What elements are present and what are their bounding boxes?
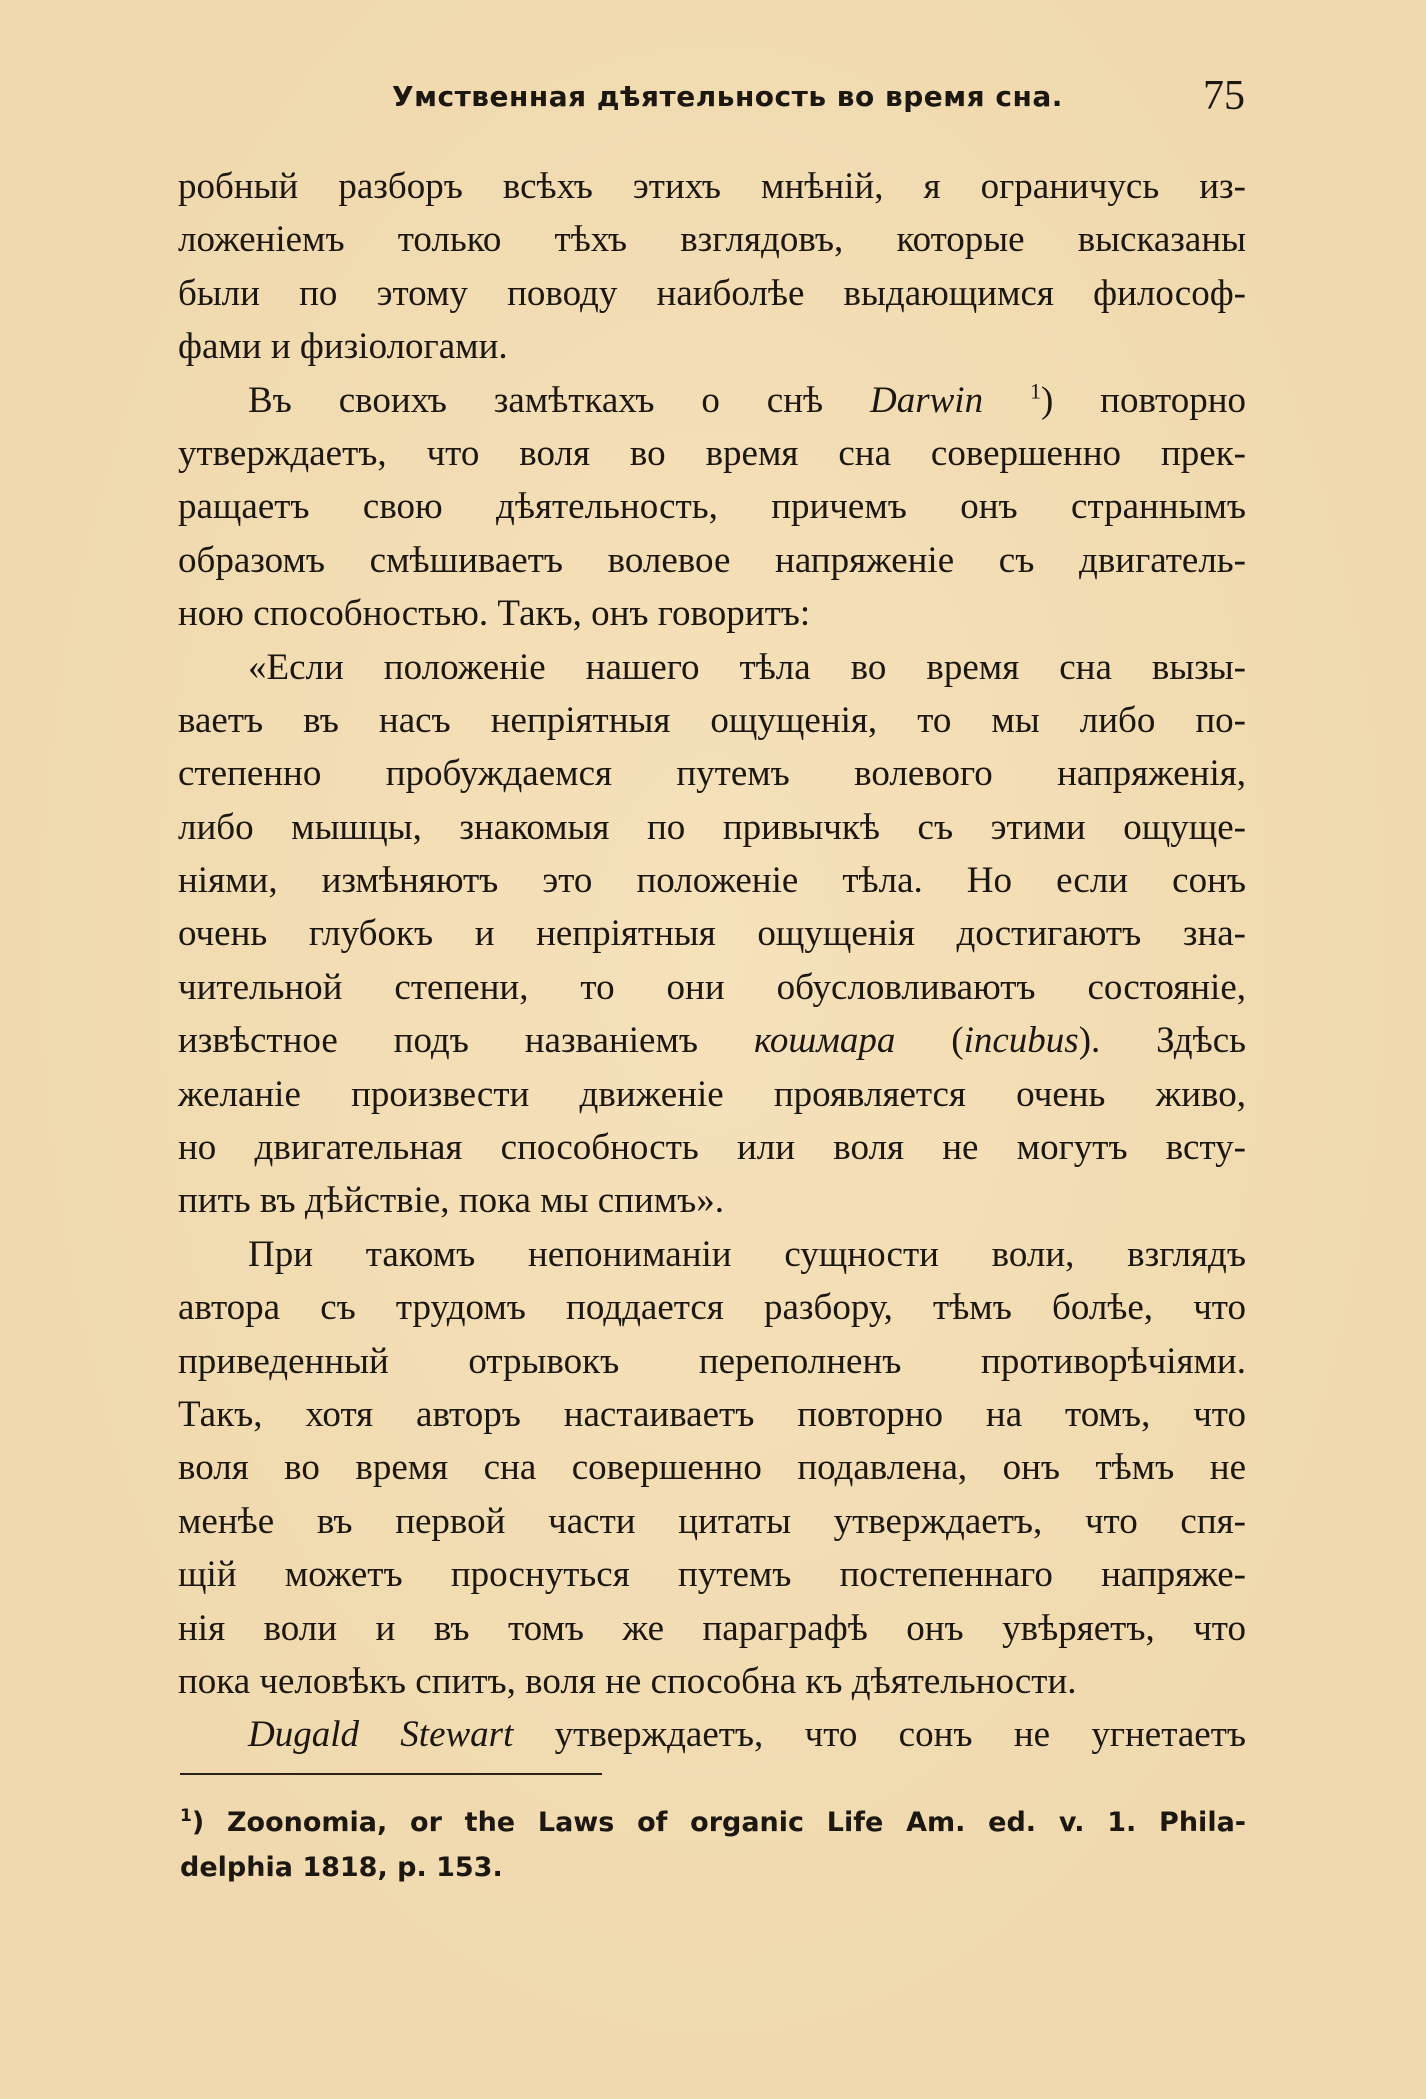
text-line: были по этому поводу наиболѣе выдающимся философ- — [178, 272, 1246, 314]
author-name-darwin: Darwin — [870, 379, 984, 421]
text-line: При такомъ непониманіи сущности воли, взглядъ — [248, 1233, 1246, 1275]
text-line: нія воли и въ томъ же параграфѣ онъ увѣряетъ, что — [178, 1607, 1246, 1649]
footnote-ref: 1 — [1029, 378, 1041, 404]
text-line: щій можетъ проснуться путемъ постепеннаго напряже- — [178, 1554, 1246, 1596]
text-line: образомъ смѣшиваетъ волевое напряженіе съ двигатель- — [178, 539, 1246, 581]
footnote-divider — [180, 1773, 602, 1775]
text-line: извѣстное подъ названіемъ кошмара (incubus). Здѣсь — [178, 1020, 1247, 1062]
text-line: очень глубокъ и непріятныя ощущенія достигаютъ зна- — [178, 913, 1246, 955]
text-span: извѣстное подъ названіемъ — [178, 1020, 699, 1062]
footnote-text: ) Zoonomia, or the Laws of organic Life Am. ed. v. 1. Phila- — [191, 1807, 1246, 1838]
footnote — [180, 1800, 1246, 1890]
body-text — [178, 160, 1246, 1762]
text-line: ращаетъ свою дѣятельность, причемъ онъ страннымъ — [178, 486, 1246, 528]
text-line: пока человѣкъ спитъ, воля не способна къ дѣятельности. — [178, 1660, 1077, 1702]
text-line: чительной степени, то они обусловливаютъ состояніе, — [178, 966, 1246, 1008]
text-line: ною способностью. Такъ, онъ говоритъ: — [178, 593, 811, 635]
text-line: утверждаетъ, что воля во время сна совершенно прек- — [178, 432, 1246, 474]
footnote-marker: 1 — [180, 1806, 192, 1826]
text-line: но двигательная способность или воля не могутъ всту- — [178, 1127, 1246, 1169]
page-number: 75 — [1203, 73, 1245, 119]
text-line: ваетъ въ насъ непріятныя ощущенія, то мы либо по- — [178, 699, 1246, 741]
text-line: приведенный отрывокъ переполненъ противорѣчіями. — [178, 1340, 1246, 1382]
text-span: Въ своихъ замѣткахъ о снѣ — [248, 379, 824, 421]
term-koshmara: кошмара — [753, 1020, 896, 1062]
text-line: ложеніемъ только тѣхъ взглядовъ, которые высказаны — [178, 219, 1246, 261]
text-line: желаніе произвести движеніе проявляется очень живо, — [178, 1073, 1246, 1115]
text-line: «Если положеніе нашего тѣла во время сна вызы- — [248, 646, 1246, 688]
author-name-stewart: Dugald Stewart — [248, 1714, 514, 1756]
text-span: ). Здѣсь — [1078, 1020, 1247, 1062]
page-header — [180, 73, 1245, 122]
text-line: воля во время сна совершенно подавлена, онъ тѣмъ не — [178, 1447, 1246, 1489]
text-line: ніями, измѣняютъ это положеніе тѣла. Но если сонъ — [178, 860, 1246, 902]
text-line: фами и физіологами. — [178, 326, 508, 368]
text-line: Такъ, хотя авторъ настаиваетъ повторно на томъ, что — [178, 1393, 1246, 1435]
text-line: менѣе въ первой части цитаты утверждаетъ, что спя- — [178, 1500, 1246, 1542]
footnote-line: delphia 1818, p. 153. — [180, 1852, 503, 1883]
text-span: утверждаетъ, что сонъ не угнетаетъ — [554, 1714, 1246, 1756]
text-line — [178, 1708, 1246, 1761]
text-span: ) повторно — [1040, 379, 1247, 421]
text-line — [178, 374, 1246, 427]
text-line: робный разборъ всѣхъ этихъ мнѣній, я ограничусь из- — [178, 166, 1246, 207]
running-title: Умственная дѣятельность во время сна. — [392, 80, 1063, 113]
text-line: степенно пробуждаемся путемъ волевого напряженія, — [178, 753, 1246, 795]
text-line: либо мышцы, знакомыя по привычкѣ съ этими ощуще- — [178, 806, 1246, 848]
footnote-line — [180, 1800, 1246, 1845]
term-incubus: incubus — [963, 1020, 1079, 1062]
text-line: автора съ трудомъ поддается разбору, тѣмъ болѣе, что — [178, 1287, 1246, 1329]
text-line: пить въ дѣйствіе, пока мы спимъ». — [178, 1180, 725, 1222]
